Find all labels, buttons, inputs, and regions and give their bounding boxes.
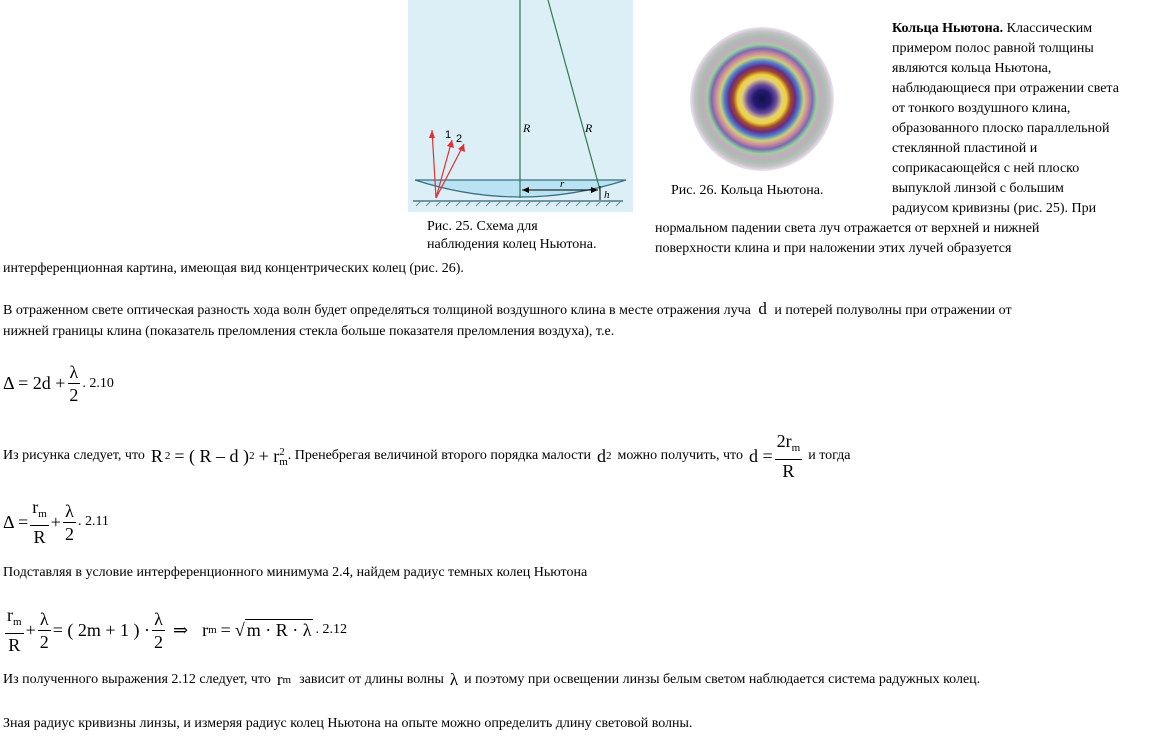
paragraph-3: Подставляя в условие интерференционного минимума 2.4, найдем радиус темных колец Ньютона [3,565,588,580]
paragraph-2: Из рисунка следует, что R 2 = ( R – d ) 2 + r 2 m . Пренебрегая величиной второго порядка малости d 2 можно получить, что d = $\frac{2r_m}{R}$ и тогда [3,431,851,481]
var-d: d [758,299,767,318]
section-heading: Кольца Ньютона. [892,21,1004,36]
intro-line-7: соприкасающейся с ней плоско [892,161,1080,176]
radicand: m · R · λ [246,620,312,640]
paragraph-4: Из полученного выражения 2.12 следует, что r m зависит от длины волны λ и поэтому при освещении линзы белым светом наблюдается система радужных колец. [3,670,981,689]
ray-label-2: 2 [456,133,463,145]
fraction-lambda-2: $\frac{\lambda}{2}$ [39,608,49,652]
figure-26 [680,20,855,178]
intro-line-1: примером полос равной толщины [892,41,1094,56]
paragraph-5: Зная радиус кривизны линзы, и измеряя радиус колец Ньютона на опыте можно определить длину световой волны. [3,716,693,731]
figure-25 [408,0,633,212]
intro-line-5: образованного плоско параллельной [892,121,1110,136]
figure-25-caption-line1: Рис. 25. Схема для [427,219,538,234]
equation-number: . 2.11 [77,514,109,529]
fraction-rm-R: $\frac{r_m}{R}$ [7,605,22,655]
label-h: h [604,189,610,201]
figure-25-caption [427,218,596,254]
intro-wide-line-1: нормальном падении света луч отражается от верхней и нижней [655,221,1040,236]
paragraph-1-line-2: нижней границы клина (показатель преломления стекла больше показателя преломления воздуха), т.е. [3,324,615,339]
intro-line-6: стеклянной пластиной и [892,141,1038,156]
intro-line-0: Классическим [1003,21,1093,36]
newton-rings-schematic [408,0,633,212]
var-d: d [597,445,606,466]
intro-wide-line-2: поверхности клина и при наложении этих лучей образуется [655,241,1012,256]
ray-label-1: 1 [445,129,452,141]
label-r: r [560,178,565,190]
sqrt-sign: √ [234,619,245,640]
intro-line-2: являются кольца Ньютона, [892,61,1052,76]
fraction-lambda-2: $\frac{\lambda}{2}$ [64,500,74,544]
equation-2-11: Δ = $\frac{r_m}{R}$ + $\frac{\lambda}{2}$ . 2.11 [3,497,109,547]
intro-line-8: выпуклой линзой с большим [892,181,1064,196]
newton-rings-image [680,20,855,178]
intro-line-3: наблюдающиеся при отражении света [892,81,1119,96]
label-R-vertical: R [523,121,531,135]
fraction-lambda-2-b: $\frac{\lambda}{2}$ [154,608,164,652]
paragraph-1-line-1: В отраженном свете оптическая разность хода волн будет определяться толщиной воздушного клина в месте отражения луча d и потерей полуволны при отражении от [3,299,1012,318]
intro-column [892,19,1119,219]
equation-number: . 2.10 [82,375,114,391]
label-R-slanted: R [585,121,593,135]
fraction-lambda-2: $\frac{\lambda}{2}$ [69,362,79,405]
figure-26-caption: Рис. 26. Кольца Ньютона. [671,183,824,198]
intro-line-9: радиусом кривизны (рис. 25). При [892,201,1097,216]
equation-number: . 2.12 [315,622,347,637]
fraction-2rm-R: $\frac{2r_m}{R}$ [776,431,801,481]
intro-full-line: интерференционная картина, имеющая вид концентрических колец (рис. 26). [3,261,464,276]
intro-line-4: от тонкого воздушного клина, [892,101,1071,116]
figure-25-caption-line2: наблюдения колец Ньютона. [427,237,597,252]
equation-2-12: $\frac{r_m}{R}$ + $\frac{\lambda}{2}$ = ( 2m + 1 ) · $\frac{\lambda}{2}$ ⇒ r m = √ m · R · λ . 2.12 [7,605,347,655]
implies-arrow: ⇒ [173,619,189,640]
fraction-rm-R: $\frac{r_m}{R}$ [32,497,47,547]
equation-2-10: Δ = 2d + $\frac{\lambda}{2}$ . 2.10 [3,362,114,405]
